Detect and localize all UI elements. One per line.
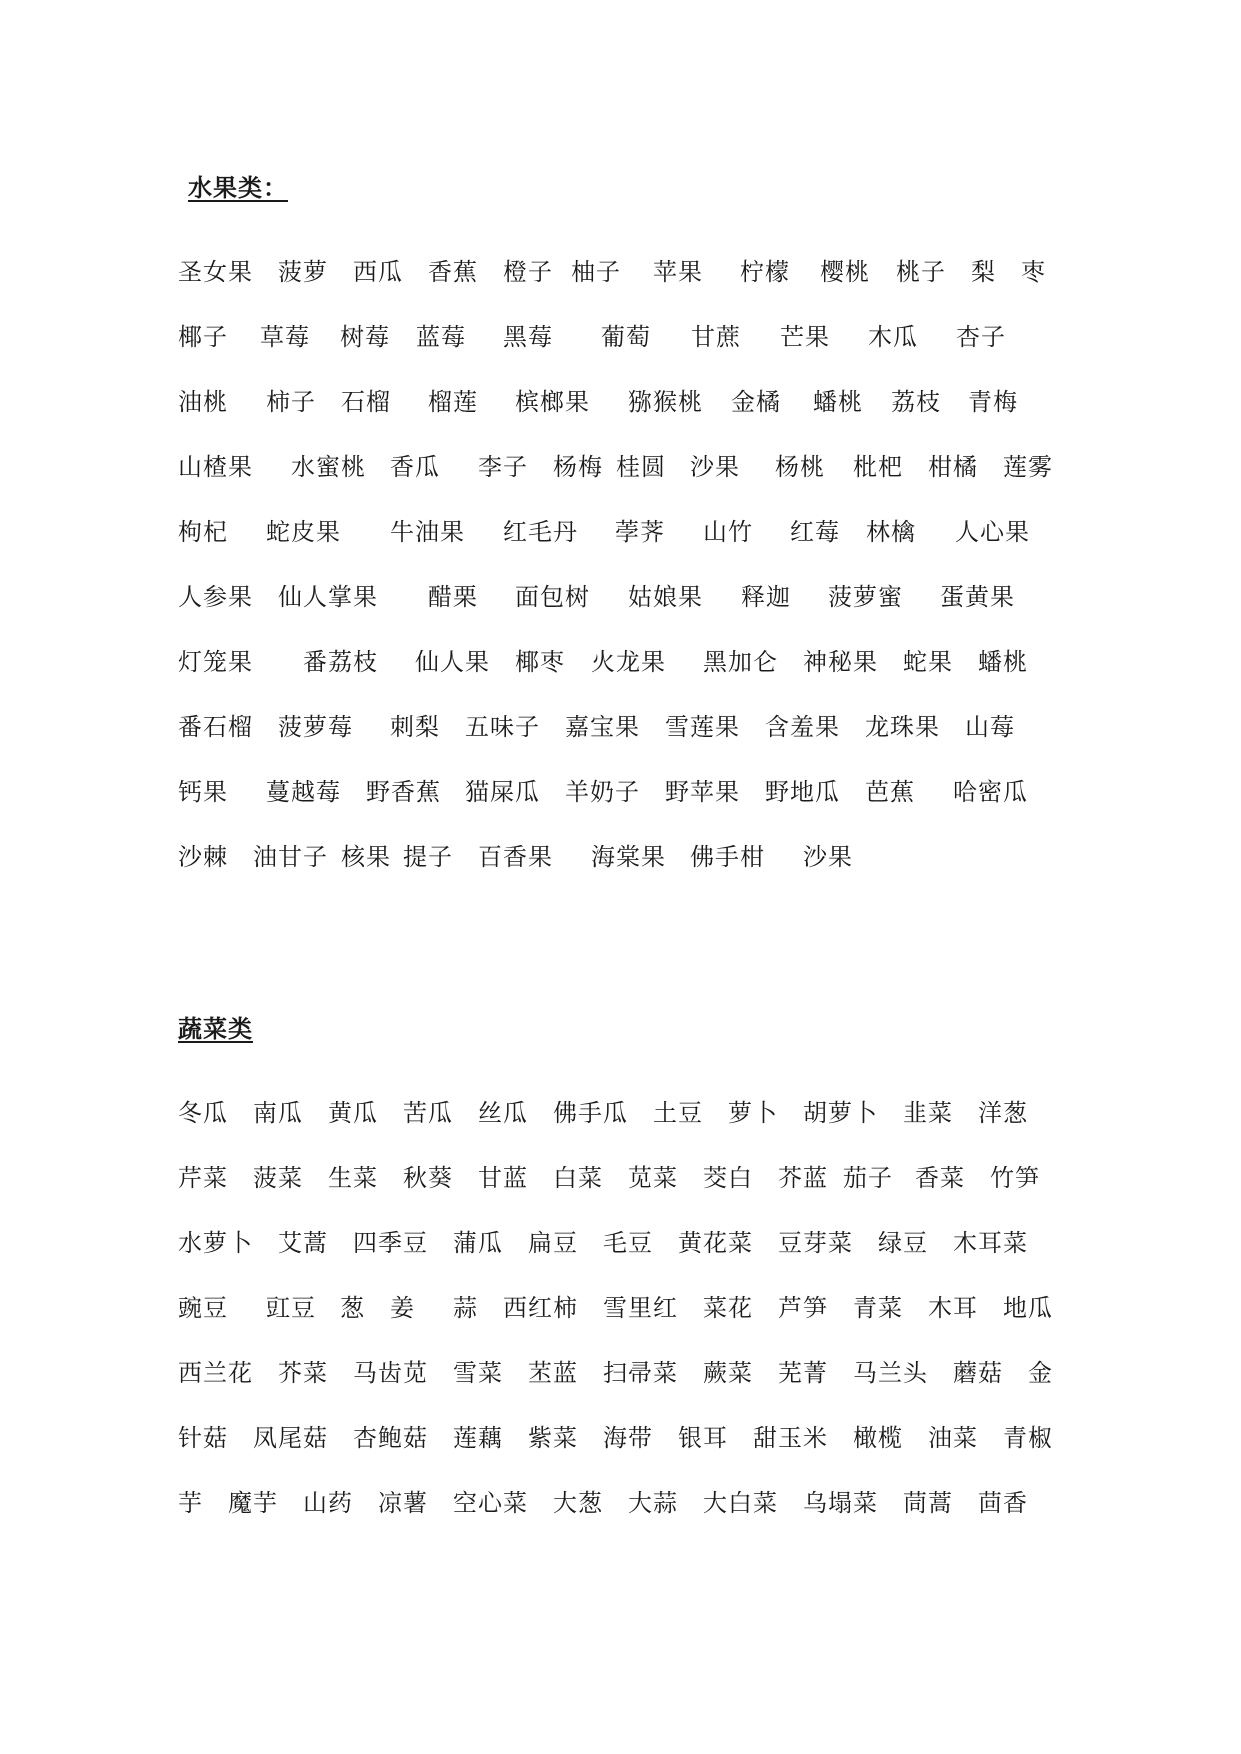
fruit-item: 枇杷 <box>853 453 903 481</box>
fruit-item: 柠檬 <box>740 258 790 286</box>
fruit-item: 火龙果 <box>591 648 666 676</box>
vegetable-item: 青椒 <box>1003 1424 1053 1452</box>
vegetable-item: 莲藕 <box>453 1424 503 1452</box>
fruit-item: 姑娘果 <box>628 583 703 611</box>
fruit-item: 葡萄 <box>601 323 651 351</box>
vegetable-item: 黄花菜 <box>678 1229 753 1257</box>
fruit-item: 蔓越莓 <box>266 778 341 806</box>
fruit-item: 蛋黄果 <box>940 583 1015 611</box>
vegetable-item: 油菜 <box>928 1424 978 1452</box>
fruit-item: 山竹 <box>703 518 753 546</box>
fruit-item: 杨桃 <box>775 453 825 481</box>
fruit-item: 红莓 <box>790 518 840 546</box>
vegetable-item: 魔芋 <box>228 1489 278 1517</box>
vegetable-item: 竹笋 <box>990 1164 1040 1192</box>
vegetable-item: 葱 <box>340 1294 365 1322</box>
vegetable-item: 紫菜 <box>528 1424 578 1452</box>
fruit-item: 香瓜 <box>390 453 440 481</box>
fruit-item: 醋栗 <box>428 583 478 611</box>
fruit-item: 羊奶子 <box>565 778 640 806</box>
fruit-item: 山楂果 <box>178 453 253 481</box>
vegetable-item: 豇豆 <box>266 1294 316 1322</box>
fruit-row <box>178 642 1078 676</box>
fruit-item: 李子 <box>478 453 528 481</box>
vegetable-item: 胡萝卜 <box>803 1099 878 1127</box>
fruit-row <box>178 707 1078 741</box>
vegetable-item: 生菜 <box>328 1164 378 1192</box>
vegetable-item: 土豆 <box>653 1099 703 1127</box>
vegetable-item: 艾蒿 <box>278 1229 328 1257</box>
vegetable-item: 杏鲍菇 <box>353 1424 428 1452</box>
fruit-item: 西瓜 <box>353 258 403 286</box>
fruit-item: 甘蔗 <box>691 323 741 351</box>
fruit-item: 沙果 <box>690 453 740 481</box>
vegetable-item: 水萝卜 <box>178 1229 253 1257</box>
fruit-item: 核果 <box>341 843 391 871</box>
fruit-item: 百香果 <box>478 843 553 871</box>
fruit-item: 蛇果 <box>903 648 953 676</box>
vegetable-item: 雪里红 <box>603 1294 678 1322</box>
vegetable-item: 芜菁 <box>778 1359 828 1387</box>
vegetable-item: 洋葱 <box>978 1099 1028 1127</box>
fruit-item: 沙棘 <box>178 843 228 871</box>
vegetable-item: 凉薯 <box>378 1489 428 1517</box>
vegetable-item: 豆芽菜 <box>778 1229 853 1257</box>
fruit-section-heading: 水果类： <box>188 173 288 202</box>
vegetable-item: 苤蓝 <box>528 1359 578 1387</box>
fruit-item: 莲雾 <box>1003 453 1053 481</box>
fruit-item: 嘉宝果 <box>565 713 640 741</box>
vegetable-item: 蒜 <box>453 1294 478 1322</box>
fruit-item: 槟榔果 <box>515 388 590 416</box>
vegetable-item: 蒲瓜 <box>453 1229 503 1257</box>
fruit-item: 仙人果 <box>415 648 490 676</box>
fruit-item: 榴莲 <box>428 388 478 416</box>
fruit-row <box>178 577 1078 611</box>
fruit-item: 蓝莓 <box>416 323 466 351</box>
fruit-item: 提子 <box>403 843 453 871</box>
fruit-item: 青梅 <box>968 388 1018 416</box>
vegetable-item: 西红柿 <box>503 1294 578 1322</box>
vegetable-item: 蕨菜 <box>703 1359 753 1387</box>
fruit-item: 杨梅 <box>553 453 603 481</box>
vegetable-item: 针菇 <box>178 1424 228 1452</box>
vegetable-item: 白菜 <box>553 1164 603 1192</box>
fruit-item: 海棠果 <box>591 843 666 871</box>
fruit-item: 刺梨 <box>390 713 440 741</box>
fruit-item: 猕猴桃 <box>628 388 703 416</box>
vegetable-item: 毛豆 <box>603 1229 653 1257</box>
fruit-row <box>178 512 1078 546</box>
vegetable-item: 地瓜 <box>1003 1294 1053 1322</box>
fruit-item: 金橘 <box>731 388 781 416</box>
vegetable-item: 绿豆 <box>878 1229 928 1257</box>
vegetable-item: 橄榄 <box>853 1424 903 1452</box>
vegetable-item: 冬瓜 <box>178 1099 228 1127</box>
fruit-item: 仙人掌果 <box>278 583 378 611</box>
fruit-item: 龙珠果 <box>865 713 940 741</box>
fruit-item: 面包树 <box>515 583 590 611</box>
vegetable-item: 木耳菜 <box>953 1229 1028 1257</box>
vegetable-item: 扫帚菜 <box>603 1359 678 1387</box>
vegetable-item: 黄瓜 <box>328 1099 378 1127</box>
fruit-item: 灯笼果 <box>178 648 253 676</box>
vegetable-item: 苋菜 <box>628 1164 678 1192</box>
vegetable-item: 大蒜 <box>628 1489 678 1517</box>
vegetable-item: 银耳 <box>678 1424 728 1452</box>
vegetable-item: 扁豆 <box>528 1229 578 1257</box>
fruit-item: 柿子 <box>266 388 316 416</box>
fruit-item: 芭蕉 <box>865 778 915 806</box>
fruit-item: 牛油果 <box>390 518 465 546</box>
fruit-item: 桂圆 <box>616 453 666 481</box>
fruit-item: 椰枣 <box>515 648 565 676</box>
vegetable-item: 木耳 <box>928 1294 978 1322</box>
vegetable-item: 大白菜 <box>703 1489 778 1517</box>
vegetable-item: 茴香 <box>978 1489 1028 1517</box>
vegetable-item: 雪菜 <box>453 1359 503 1387</box>
fruit-item: 木瓜 <box>868 323 918 351</box>
fruit-item: 佛手柑 <box>690 843 765 871</box>
vegetable-item: 秋葵 <box>403 1164 453 1192</box>
vegetable-item: 姜 <box>390 1294 415 1322</box>
vegetable-item: 空心菜 <box>453 1489 528 1517</box>
vegetable-item: 茄子 <box>843 1164 893 1192</box>
fruit-item: 芒果 <box>780 323 830 351</box>
vegetable-item: 南瓜 <box>253 1099 303 1127</box>
vegetable-item: 凤尾菇 <box>253 1424 328 1452</box>
fruit-item: 沙果 <box>803 843 853 871</box>
fruit-item: 猫屎瓜 <box>465 778 540 806</box>
fruit-item: 香蕉 <box>428 258 478 286</box>
vegetable-item: 菜花 <box>703 1294 753 1322</box>
vegetable-item: 香菜 <box>915 1164 965 1192</box>
fruit-item: 荸荠 <box>615 518 665 546</box>
vegetable-row <box>178 1158 1078 1192</box>
vegetable-item: 金 <box>1028 1359 1053 1387</box>
vegetable-item: 海带 <box>603 1424 653 1452</box>
vegetable-item: 四季豆 <box>353 1229 428 1257</box>
vegetable-item: 茭白 <box>703 1164 753 1192</box>
vegetable-item: 芹菜 <box>178 1164 228 1192</box>
fruit-item: 枣 <box>1021 258 1046 286</box>
fruit-item: 柑橘 <box>928 453 978 481</box>
vegetable-row <box>178 1223 1078 1257</box>
fruit-item: 椰子 <box>178 323 228 351</box>
fruit-item: 释迦 <box>741 583 791 611</box>
fruit-item: 野地瓜 <box>765 778 840 806</box>
vegetable-item: 芥蓝 <box>778 1164 828 1192</box>
vegetable-item: 大葱 <box>553 1489 603 1517</box>
vegetable-item: 西兰花 <box>178 1359 253 1387</box>
fruit-item: 林檎 <box>866 518 916 546</box>
fruit-item: 橙子 <box>503 258 553 286</box>
vegetable-item: 萝卜 <box>728 1099 778 1127</box>
fruit-item: 含羞果 <box>765 713 840 741</box>
vegetable-item: 苦瓜 <box>403 1099 453 1127</box>
fruit-item: 油桃 <box>178 388 228 416</box>
vegetable-item: 马齿苋 <box>353 1359 428 1387</box>
fruit-item: 圣女果 <box>178 258 253 286</box>
fruit-item: 枸杞 <box>178 518 228 546</box>
fruit-item: 苹果 <box>653 258 703 286</box>
fruit-row <box>178 382 1078 416</box>
vegetable-item: 乌塌菜 <box>803 1489 878 1517</box>
fruit-item: 桃子 <box>896 258 946 286</box>
fruit-item: 雪莲果 <box>665 713 740 741</box>
vegetable-item: 茼蒿 <box>903 1489 953 1517</box>
fruit-item: 梨 <box>971 258 996 286</box>
fruit-item: 山莓 <box>965 713 1015 741</box>
fruit-item: 番石榴 <box>178 713 253 741</box>
vegetable-item: 佛手瓜 <box>553 1099 628 1127</box>
fruit-item: 草莓 <box>260 323 310 351</box>
vegetable-item: 山药 <box>303 1489 353 1517</box>
vegetable-item: 甜玉米 <box>753 1424 828 1452</box>
vegetable-row <box>178 1093 1078 1127</box>
fruit-row <box>178 447 1078 481</box>
fruit-item: 五味子 <box>465 713 540 741</box>
fruit-item: 荔枝 <box>891 388 941 416</box>
fruit-item: 人参果 <box>178 583 253 611</box>
vegetable-item: 丝瓜 <box>478 1099 528 1127</box>
fruit-row <box>178 252 1078 286</box>
fruit-item: 黑加仑 <box>703 648 778 676</box>
fruit-item: 野香蕉 <box>366 778 441 806</box>
fruit-item: 油甘子 <box>253 843 328 871</box>
fruit-item: 蟠桃 <box>978 648 1028 676</box>
vegetable-row <box>178 1288 1078 1322</box>
fruit-item: 蛇皮果 <box>266 518 341 546</box>
vegetable-item: 蘑菇 <box>953 1359 1003 1387</box>
fruit-item: 柚子 <box>571 258 621 286</box>
vegetable-item: 芥菜 <box>278 1359 328 1387</box>
vegetable-item: 芋 <box>178 1489 203 1517</box>
fruit-item: 水蜜桃 <box>291 453 366 481</box>
vegetable-item: 马兰头 <box>853 1359 928 1387</box>
fruit-item: 钙果 <box>178 778 228 806</box>
fruit-item: 石榴 <box>341 388 391 416</box>
fruit-item: 菠萝莓 <box>278 713 353 741</box>
fruit-item: 蟠桃 <box>813 388 863 416</box>
vegetable-row <box>178 1418 1078 1452</box>
fruit-item: 番荔枝 <box>303 648 378 676</box>
vegetable-item: 甘蓝 <box>478 1164 528 1192</box>
fruit-item: 菠萝蜜 <box>828 583 903 611</box>
vegetable-item: 芦笋 <box>778 1294 828 1322</box>
fruit-item: 樱桃 <box>820 258 870 286</box>
fruit-item: 黑莓 <box>503 323 553 351</box>
vegetable-item: 青菜 <box>853 1294 903 1322</box>
vegetable-section-heading: 蔬菜类 <box>178 1014 253 1043</box>
vegetable-row <box>178 1483 1078 1517</box>
fruit-item: 人心果 <box>955 518 1030 546</box>
vegetable-item: 豌豆 <box>178 1294 228 1322</box>
fruit-row <box>178 317 1078 351</box>
vegetable-item: 韭菜 <box>903 1099 953 1127</box>
fruit-item: 树莓 <box>340 323 390 351</box>
fruit-item: 哈密瓜 <box>953 778 1028 806</box>
fruit-item: 红毛丹 <box>503 518 578 546</box>
fruit-row <box>178 772 1078 806</box>
vegetable-item: 菠菜 <box>253 1164 303 1192</box>
fruit-row <box>178 837 1078 871</box>
fruit-item: 野苹果 <box>665 778 740 806</box>
vegetable-row <box>178 1353 1078 1387</box>
fruit-item: 菠萝 <box>278 258 328 286</box>
fruit-item: 杏子 <box>956 323 1006 351</box>
fruit-item: 神秘果 <box>803 648 878 676</box>
